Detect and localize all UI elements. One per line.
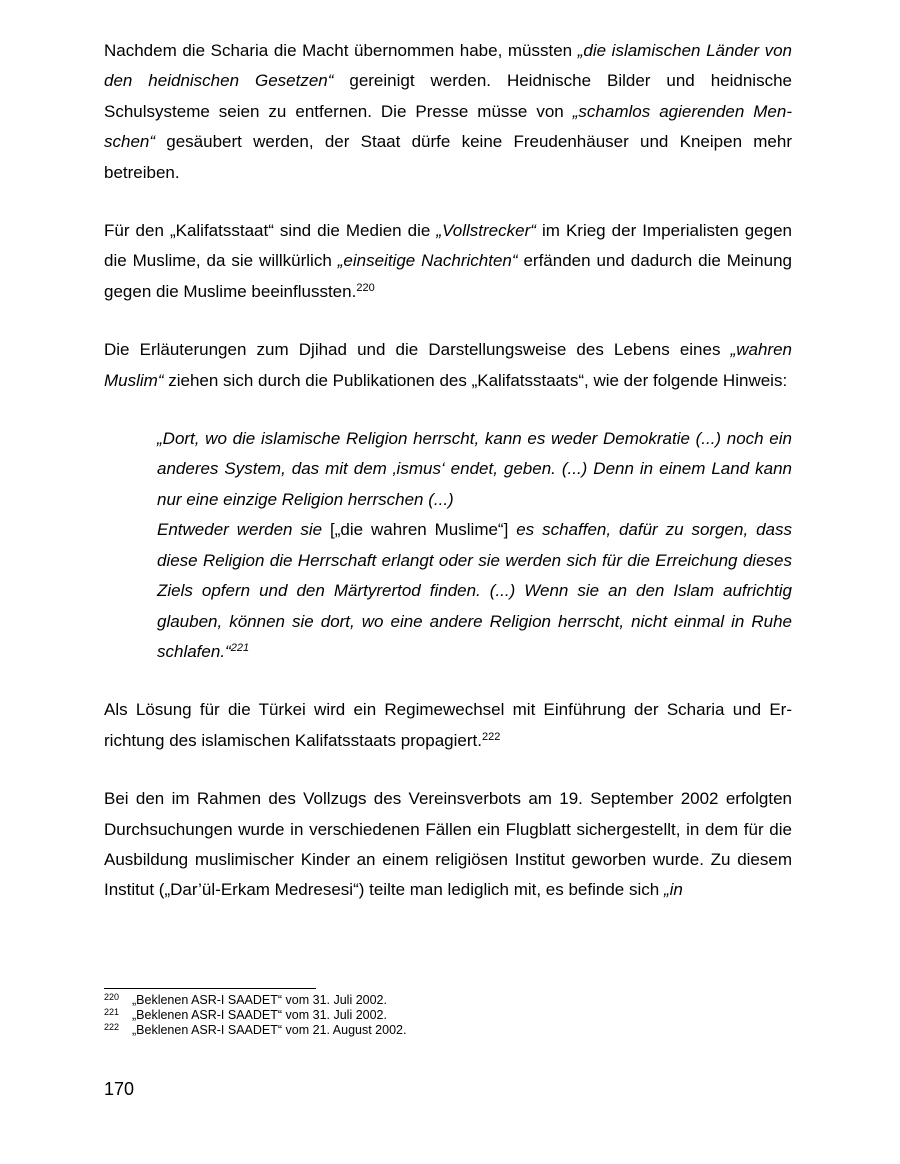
paragraph-3-quote-a: „wahren Muslim“ (104, 340, 792, 390)
footnote-separator (104, 988, 316, 989)
footnote-222 (104, 1023, 792, 1038)
paragraph-1-text-c: gesäubert werden, der Staat dürfe keine Freudenhäuser und Kneipen mehr betreiben. (104, 132, 792, 182)
paragraph-2-quote-b: „einseitige Nachrichten“ (337, 251, 518, 271)
footnotes (104, 988, 792, 1038)
paragraph-1-text-a: Nachdem die Scharia die Macht übernommen habe, müssten (104, 41, 578, 60)
paragraph-2 (104, 216, 792, 307)
paragraph-3-text-b: ziehen sich durch die Publikationen des „Kalifatsstaats“, wie der folgende Hinweis: (163, 370, 788, 390)
block-quote-insertion: [„die wahren Muslime“] (330, 520, 509, 540)
paragraph-1-text-b: gereinigt werden. Heidnische Bilder und heidnische Schulsysteme seien zu entfernen. Die Presse müsse von (104, 71, 792, 121)
footnote-ref-222: 222 (481, 730, 501, 743)
paragraph-1-quote-a: „die islamischen Länder von den heidnischen Gesetzen“ (104, 41, 792, 91)
paragraph-2-text-c: erfänden und dadurch die Meinung gegen die Muslime beeinflussten. (104, 251, 792, 301)
footnote-number: 221 (104, 1007, 120, 1017)
footnote-221 (104, 1008, 792, 1023)
page-number: 170 (104, 1079, 135, 1099)
paragraph-2-quote-a: „Vollstrecker“ (436, 221, 536, 241)
page-body (104, 36, 792, 934)
paragraph-2-text-a: Für den „Kalifatsstaat“ sind die Medien die (104, 221, 437, 241)
paragraph-2-text-b: im Krieg der Imperialisten gegen die Muslime, da sie willkürlich (104, 221, 792, 271)
paragraph-5-text: Bei den im Rahmen des Vollzugs des Vereinsverbots am 19. September 2002 erfolgten Durchsuchungen wurde in verschiedenen Fällen ein Flugblatt sichergestellt, in dem für die Ausbildung muslimischer Kinder an einem religiösen Institut geworben wurde. Zu diesem Institut („Dar’ül-Erkam Medresesi“) teilte man lediglich mit, es befinde sich (104, 789, 792, 900)
block-quote-part-2 (157, 515, 792, 667)
footnote-text: „Beklenen ASR-I SAADET“ vom 21. August 2002. (132, 1023, 407, 1037)
footnote-ref-220: 220 (356, 281, 375, 294)
paragraph-1 (104, 36, 792, 188)
paragraph-1-quote-b: „schamlos agierenden Menschen“ (104, 101, 792, 152)
paragraph-4-text: Als Lösung für die Türkei wird ein Regimewechsel mit Einführung der Scharia und Errichtung des islamischen Kalifatsstaats propagiert. (104, 700, 792, 750)
footnote-number: 220 (104, 992, 120, 1002)
paragraph-5-quote-start: „in (663, 880, 683, 900)
footnote-text: „Beklenen ASR-I SAADET“ vom 31. Juli 2002. (132, 993, 387, 1007)
footnote-220 (104, 993, 792, 1008)
paragraph-3 (104, 335, 792, 396)
block-quote-text-b: es schaffen, dafür zu sorgen, dass diese Religion die Herrschaft erlangt oder sie werden sich für die Erreichung dieses Ziels opfern und den Märtyrertod finden. (...) Wenn sie an den Islam aufrichtig glauben, können sie dort, wo eine andere Religion herrscht, nicht einmal in Ruhe schlafen.“ (157, 520, 792, 661)
block-quote (104, 424, 792, 667)
paragraph-5 (104, 784, 792, 906)
footnote-ref-221: 221 (230, 641, 250, 654)
paragraph-4 (104, 695, 792, 756)
paragraph-3-text-a: Die Erläuterungen zum Djihad und die Darstellungsweise des Lebens eines (104, 340, 731, 360)
block-quote-part-1: „Dort, wo die islamische Religion herrscht, kann es weder Demokratie (...) noch ein anderes System, das mit dem ‚ismus‘ endet, geben. (...) Denn in einem Land kann nur eine einzige Religion herrschen (...) (157, 429, 792, 509)
footnote-number: 222 (104, 1022, 120, 1032)
block-quote-text-a: Entweder werden sie (157, 520, 331, 540)
footnote-text: „Beklenen ASR-I SAADET“ vom 31. Juli 2002. (132, 1008, 387, 1022)
